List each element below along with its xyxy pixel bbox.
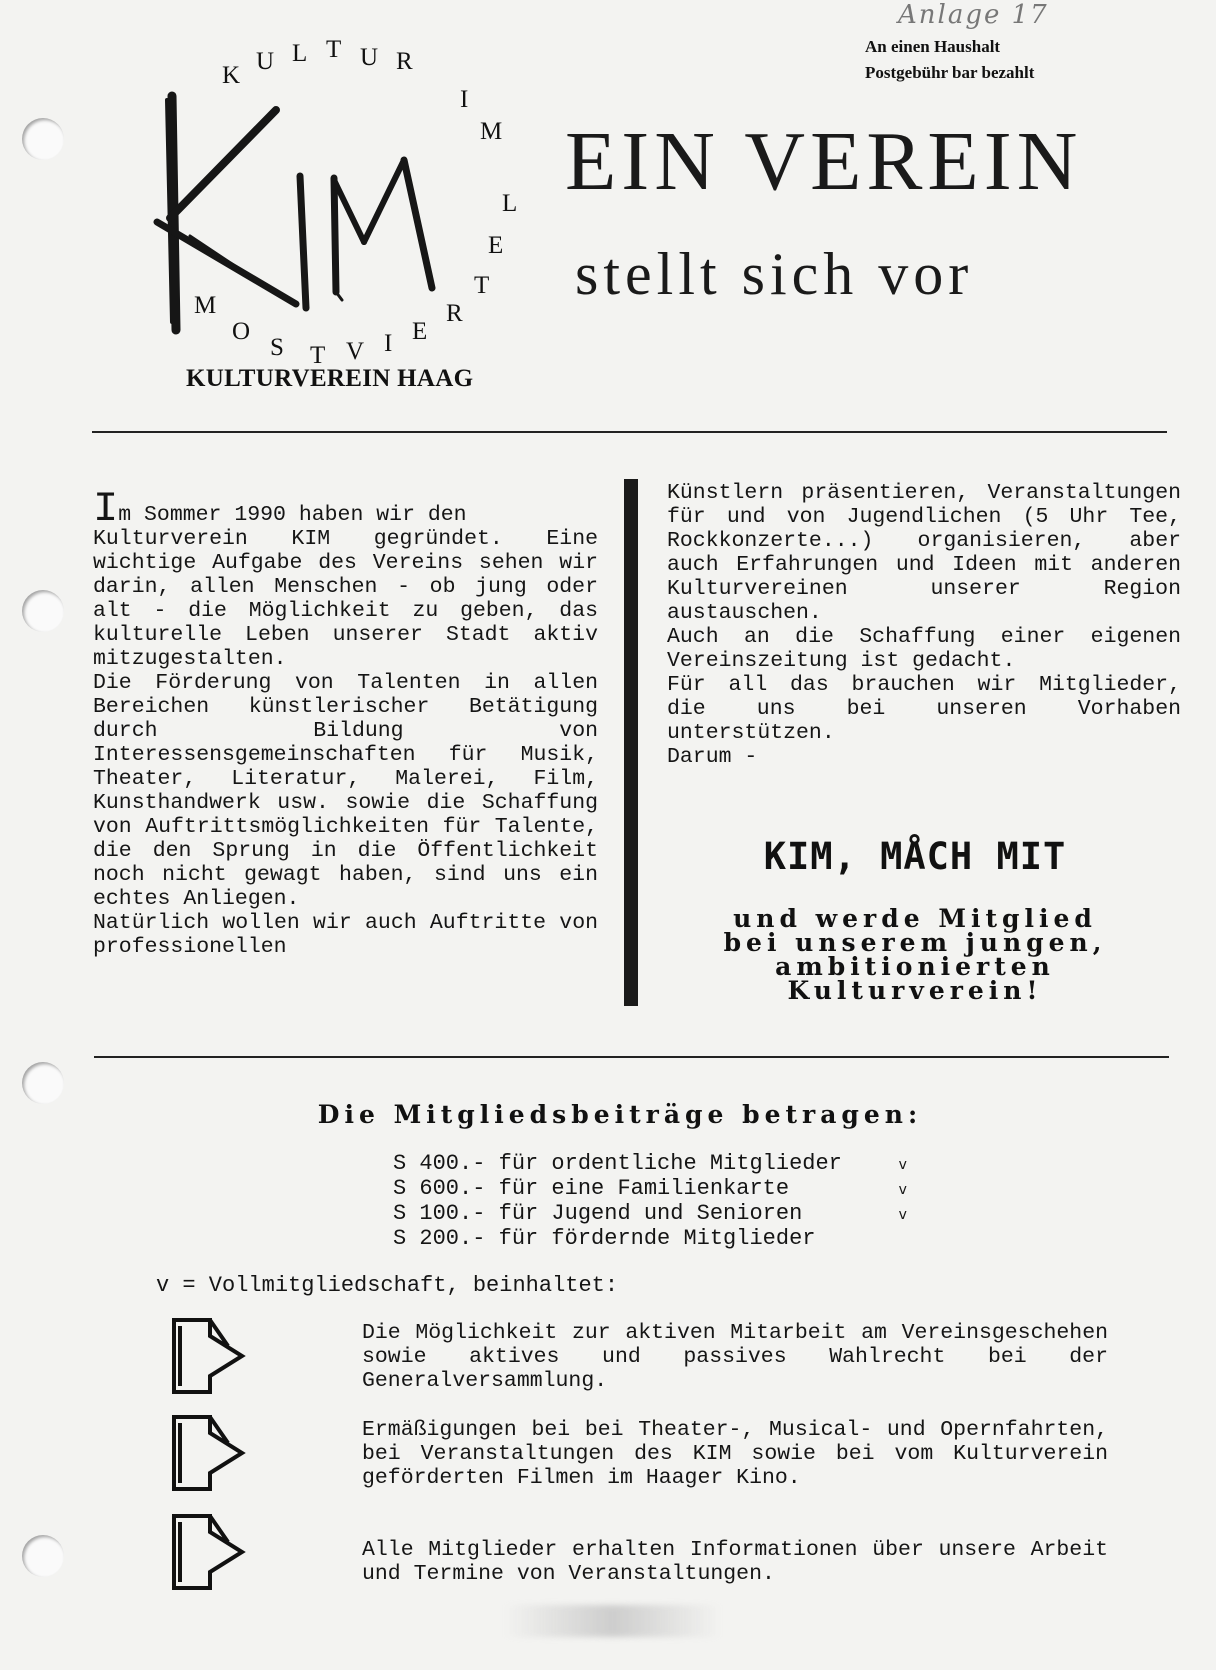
fee-label: für eine Familienkarte: [498, 1176, 790, 1201]
full-membership-mark: v: [898, 1157, 907, 1173]
call-to-action-sub: und werde Mitglied bei unserem jungen, ambitionierten Kulturverein!: [723, 904, 1107, 1005]
left-column: [93, 485, 598, 959]
logo-letter: K: [222, 62, 241, 89]
fee-amount: S 100.-: [393, 1201, 486, 1226]
postal-line: An einen Haushalt: [865, 37, 1001, 56]
fees-legend: v = Vollmitgliedschaft, beinhaltet:: [156, 1273, 619, 1298]
benefit-item: Ermäßigungen bei bei Theater-, Musical- und Opernfahrten, bei Veranstaltungen des KIM sowie bei vom Kulturverein geförderten Filmen im Haager Kino.: [362, 1418, 1108, 1490]
logo-letter: I: [460, 86, 469, 113]
handwritten-annotation: Anlage 17: [898, 0, 1049, 30]
left-column-text: m Sommer 1990 haben wir den Kulturverein KIM gegründet. Eine wichtige Aufgabe des Vereins sehen wir darin, allen Menschen - ob jung oder alt - die Möglichkeit zu geben, das kulturelle Leben unserer Stadt aktiv mitzugestalten. Die Förderung von Talenten in allen Bereichen künstlerischer Betätigung durch Bildung von Interessensgemeinschaften für Musik, Theater, Literatur, Malerei, Film, Kunsthandwerk usw. sowie die Schaffung von Auftrittsmöglichkeiten für Talente, die den Sprung in die Öffentlichkeit noch nicht gewagt haben, sind uns ein echtes Anliegen. Natürlich wollen wir auch Auftritte von professionellen: [93, 503, 598, 959]
fee-row: [393, 1152, 907, 1177]
arrow-icon: [170, 1413, 246, 1493]
fee-amount: S 200.-: [393, 1226, 486, 1251]
call-to-action: KIM, MÅCH MIT: [763, 835, 1067, 878]
logo-letter: T: [310, 342, 326, 369]
fee-row: [393, 1177, 907, 1202]
postal-note: [865, 34, 1034, 86]
fee-label: für Jugend und Senioren: [498, 1201, 803, 1226]
logo-letter: S: [270, 334, 284, 361]
logo-name: KULTURVEREIN HAAG: [186, 365, 474, 392]
logo-letter: R: [396, 48, 413, 75]
fee-row: [393, 1202, 907, 1227]
fee-amount: S 600.-: [393, 1176, 486, 1201]
scan-smudge: [505, 1605, 720, 1637]
logo-letter: O: [232, 318, 251, 345]
logo-letter: T: [474, 272, 490, 299]
fee-label: für fördernde Mitglieder: [498, 1226, 816, 1251]
fee-amount: S 400.-: [393, 1151, 486, 1176]
page-subtitle: stellt sich vor: [575, 241, 974, 307]
divider: [92, 431, 1167, 433]
right-column-text: Künstlern präsentieren, Veranstaltungen für und von Jugendlichen (5 Uhr Tee, Rockkonzerte...) organisieren, aber auch Erfahrungen und Ideen mit anderen Kulturvereinen unserer Region austauschen. Auch an die Schaffung einer eigenen Vereinszeitung ist gedacht. Für all das brauchen wir Mitglieder, die uns bei unseren Vorhaben unterstützen. Darum -: [667, 481, 1181, 769]
fee-row: [393, 1227, 907, 1252]
logo-letter: U: [256, 48, 275, 75]
logo-letter: I: [384, 330, 393, 357]
full-membership-mark: v: [898, 1207, 907, 1223]
arrow-icon: [170, 1512, 246, 1592]
column-divider-bar: [624, 479, 638, 1006]
divider: [94, 1056, 1169, 1058]
drop-cap: I: [93, 485, 119, 533]
arrow-icon: [170, 1316, 246, 1396]
fee-label: für ordentliche Mitglieder: [498, 1151, 842, 1176]
postal-line: Postgebühr bar bezahlt: [865, 63, 1035, 82]
logo-letter: U: [360, 44, 379, 71]
logo-letter: M: [480, 118, 503, 145]
punch-hole: [22, 1062, 64, 1104]
benefit-item: Die Möglichkeit zur aktiven Mitarbeit am Vereinsgeschehen sowie aktives und passives Wahlrecht bei der Generalversammlung.: [362, 1321, 1108, 1393]
punch-hole: [22, 590, 64, 632]
fees-list: [393, 1152, 907, 1252]
benefit-item: Alle Mitglieder erhalten Informationen über unsere Arbeit und Termine von Veranstaltungen.: [362, 1538, 1108, 1586]
fees-heading: Die Mitgliedsbeiträge betragen:: [317, 1100, 923, 1129]
page-title: EIN VEREIN: [565, 115, 1083, 208]
punch-hole: [22, 1535, 64, 1577]
logo-letter: M: [194, 292, 217, 319]
full-membership-mark: v: [898, 1182, 907, 1198]
logo-letter: T: [326, 36, 342, 63]
logo-letter: R: [446, 300, 463, 327]
logo-letter: E: [488, 232, 504, 259]
logo-letter: L: [292, 40, 308, 67]
logo-letter: L: [502, 190, 518, 217]
kim-logo: [0, 0, 560, 400]
logo-letter: V: [346, 338, 365, 365]
logo-letter: E: [412, 318, 428, 345]
